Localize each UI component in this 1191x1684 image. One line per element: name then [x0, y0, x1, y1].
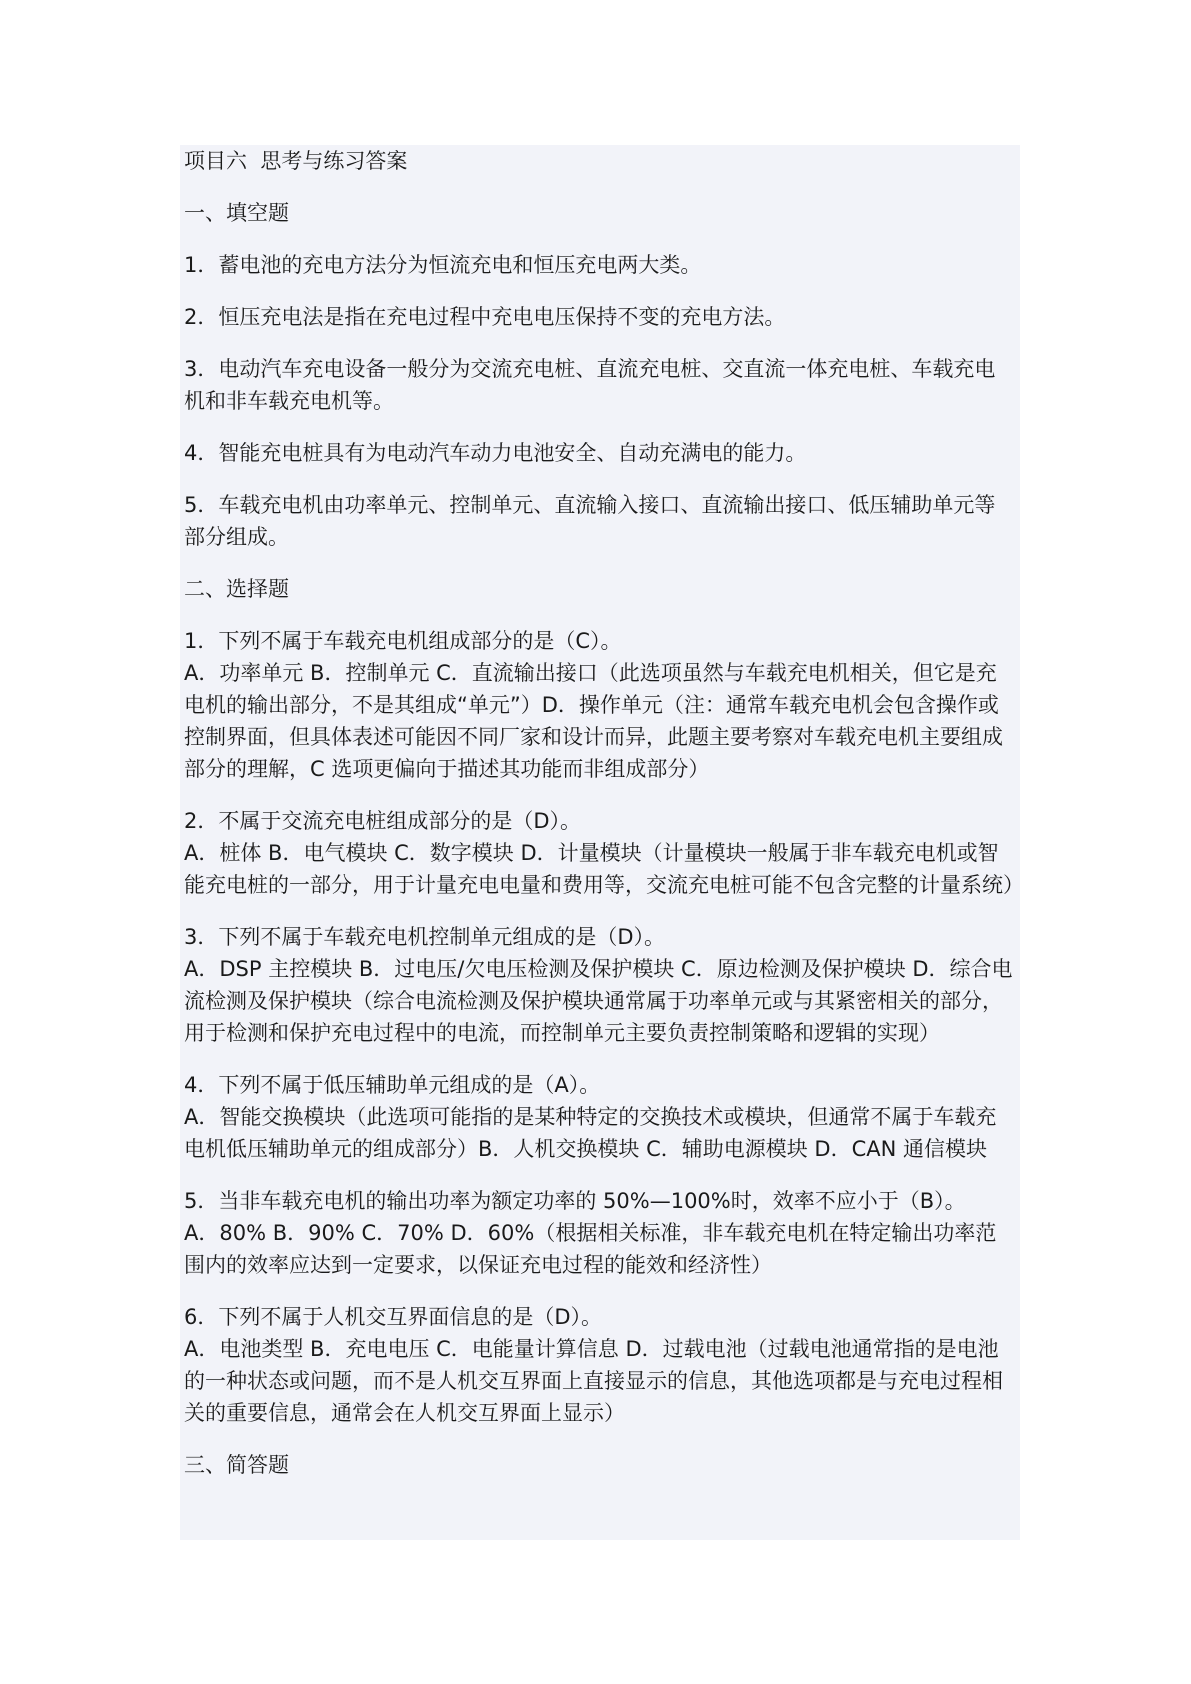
section-heading-fill-in: 一、填空题	[184, 201, 289, 225]
choice-item	[184, 1185, 1016, 1281]
choice-answer: A．80% B．90% C．70% D．60%（根据相关标准，非车载充电机在特定输出功率范围内的效率应达到一定要求，以保证充电过程的能效和经济性）	[184, 1221, 997, 1277]
choice-item	[184, 921, 1016, 1049]
choice-item	[184, 1301, 1016, 1429]
choice-answer: A．DSP 主控模块 B．过电压/欠电压检测及保护模块 C．原边检测及保护模块 D．综合电流检测及保护模块（综合电流检测及保护模块通常属于功率单元或与其紧密相关的部分，用于检测和保护充电过程中的电流，而控制单元主要负责控制策略和逻辑的实现）	[184, 957, 1013, 1045]
choice-answer: A．桩体 B．电气模块 C．数字模块 D．计量模块（计量模块一般属于非车载充电机或智能充电桩的一部分，用于计量充电电量和费用等，交流充电桩可能不包含完整的计量系统）	[184, 841, 1024, 897]
section-heading-choice: 二、选择题	[184, 577, 289, 601]
choice-item	[184, 625, 1016, 785]
fill-in-item: 3．电动汽车充电设备一般分为交流充电桩、直流充电桩、交直流一体充电桩、车载充电机和非车载充电机等。	[184, 357, 996, 413]
document-title: 项目六 思考与练习答案	[184, 149, 408, 173]
choice-question: 3．下列不属于车载充电机控制单元组成的是（D）。	[184, 925, 666, 949]
choice-question: 4．下列不属于低压辅助单元组成的是（A）。	[184, 1073, 601, 1097]
choice-question: 2．不属于交流充电桩组成部分的是（D）。	[184, 809, 582, 833]
choice-question: 6．下列不属于人机交互界面信息的是（D）。	[184, 1305, 603, 1329]
choice-answer: A．智能交换模块（此选项可能指的是某种特定的交换技术或模块，但通常不属于车载充电机低压辅助单元的组成部分）B．人机交换模块 C．辅助电源模块 D．CAN 通信模块	[184, 1105, 997, 1161]
section-heading-short-answer: 三、简答题	[184, 1453, 289, 1477]
choice-question: 5．当非车载充电机的输出功率为额定功率的 50%—100%时，效率不应小于（B）。	[184, 1189, 966, 1213]
fill-in-item: 2．恒压充电法是指在充电过程中充电电压保持不变的充电方法。	[184, 305, 786, 329]
fill-in-item: 5．车载充电机由功率单元、控制单元、直流输入接口、直流输出接口、低压辅助单元等部分组成。	[184, 493, 996, 549]
document-content	[180, 145, 1024, 1540]
choice-question: 1．下列不属于车载充电机组成部分的是（C）。	[184, 629, 622, 653]
fill-in-item: 4．智能充电桩具有为电动汽车动力电池安全、自动充满电的能力。	[184, 441, 807, 465]
choice-item	[184, 1069, 1016, 1165]
fill-in-item: 1．蓄电池的充电方法分为恒流充电和恒压充电两大类。	[184, 253, 702, 277]
choice-answer: A．电池类型 B．充电电压 C．电能量计算信息 D．过载电池（过载电池通常指的是电池的一种状态或问题，而不是人机交互界面上直接显示的信息，其他选项都是与充电过程相关的重要信息，通常会在人机交互界面上显示）	[184, 1337, 1003, 1425]
choice-answer: A．功率单元 B．控制单元 C．直流输出接口（此选项虽然与车载充电机相关，但它是充电机的输出部分，不是其组成“单元”）D．操作单元（注：通常车载充电机会包含操作或控制界面，但具体表述可能因不同厂家和设计而异，此题主要考察对车载充电机主要组成部分的理解，C 选项更偏向于描述其功能而非组成部分）	[184, 661, 1003, 781]
choice-item	[184, 805, 1024, 901]
